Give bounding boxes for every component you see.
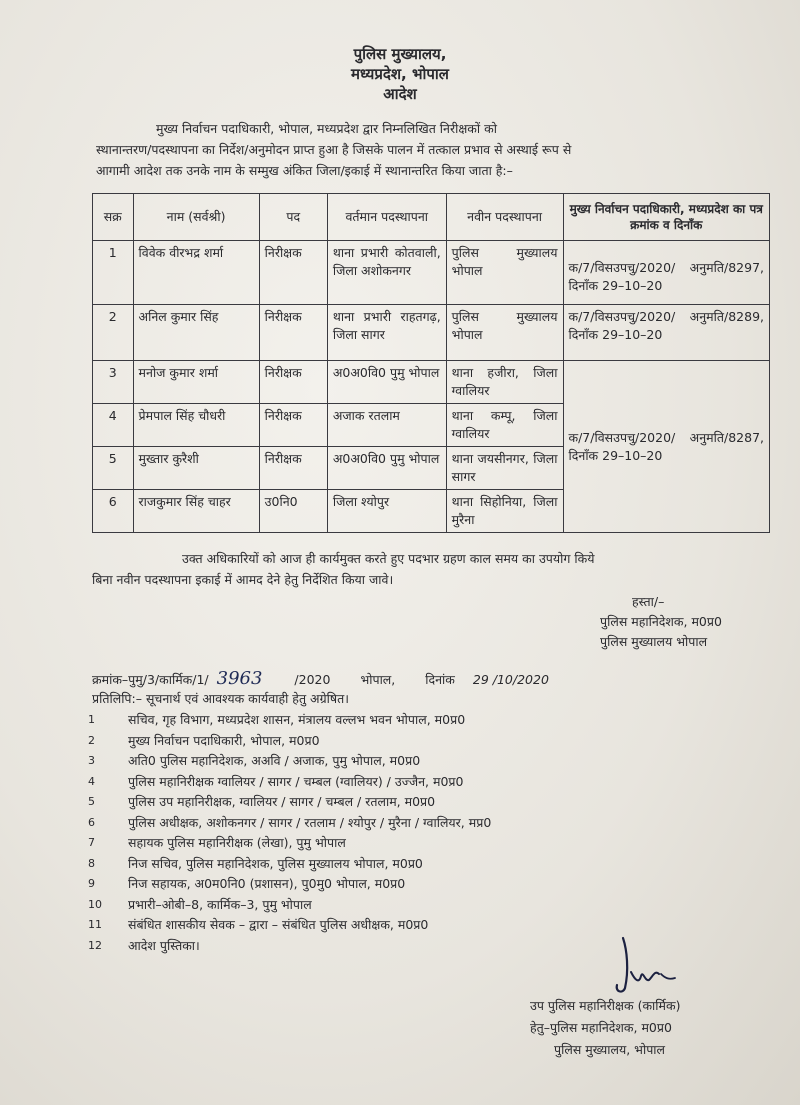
- closing-paragraph: [92, 548, 770, 590]
- cc-item-number: 5: [88, 795, 95, 808]
- signature1-line-2: पुलिस महानिदेशक, म0प्र0: [600, 614, 722, 629]
- cc-item-text: सचिव, गृह विभाग, मध्यप्रदेश शासन, मंत्रालय वल्लभ भवन भोपाल, म0प्र0: [128, 712, 466, 727]
- header-name: नाम (सर्वश्री): [133, 194, 259, 241]
- header-new-posting: नवीन पदस्थापना: [446, 194, 563, 241]
- cc-item-number: 1: [88, 713, 95, 726]
- cc-item-text: पुलिस उप महानिरीक्षक, ग्वालियर / सागर / चम्बल / रतलाम, म0प्र0: [128, 794, 436, 809]
- table-header-row: [93, 194, 770, 241]
- header-order-ref: मुख्य निर्वाचन पदाधिकारी, मध्यप्रदेश का पत्र क्रमांक व दिनाँक: [563, 194, 770, 241]
- list-item: [88, 731, 748, 752]
- header-line-2: मध्यप्रदेश, भोपाल: [351, 65, 449, 83]
- row-name: राजकुमार सिंह चाहर: [133, 490, 259, 533]
- row-post: उ0नि0: [259, 490, 327, 533]
- ref-date: 29 /10/2020: [472, 672, 549, 687]
- row-new: थाना कम्पू, जिला ग्वालियर: [446, 404, 563, 447]
- handwritten-signature: [605, 930, 695, 1000]
- row-sn: 4: [93, 404, 134, 447]
- cc-heading: प्रतिलिपि:– सूचनार्थ एवं आवश्यक कार्यवाही हेतु अग्रेषित।: [92, 691, 349, 706]
- table-row: [93, 305, 770, 361]
- row-new: पुलिस मुख्यालय भोपाल: [446, 241, 563, 305]
- cc-item-text: आदेश पुस्तिका।: [128, 937, 200, 953]
- row-sn: 1: [93, 241, 134, 305]
- header-title: आदेश: [383, 85, 417, 103]
- row-current: अजाक रतलाम: [327, 404, 446, 447]
- intro-line-2: स्थानान्तरण/पदस्थापना का निर्देश/अनुमोदन प्राप्त हुआ है जिसके पालन में तत्काल प्रभाव से अस्थाई रूप से: [96, 142, 572, 157]
- signature1-line-1: हस्ता/–: [632, 594, 665, 609]
- row-post: निरीक्षक: [259, 447, 327, 490]
- cc-item-number: 10: [88, 897, 102, 911]
- transfer-table: [92, 193, 770, 533]
- row-sn: 6: [93, 490, 134, 533]
- list-item: [88, 854, 748, 875]
- cc-item-text: प्रभारी–ओबी–8, कार्मिक–3, पुमु भोपाल: [128, 896, 312, 912]
- cc-item-number: 7: [88, 836, 95, 849]
- cc-item-text: पुलिस महानिरीक्षक ग्वालियर / सागर / चम्बल (ग्वालियर) / उज्जैन, म0प्र0: [128, 773, 464, 789]
- ref-date-label: दिनांक: [425, 672, 455, 687]
- cc-item-text: निज सचिव, पुलिस महानिदेशक, पुलिस मुख्यालय भोपाल, म0प्र0: [128, 855, 423, 871]
- row-sn: 2: [93, 305, 134, 361]
- cc-item-text: निज सहायक, अ0म0नि0 (प्रशासन), पु0मु0 भोपाल, म0प्र0: [128, 876, 406, 891]
- cc-item-text: सहायक पुलिस महानिरीक्षक (लेखा), पुमु भोपाल: [128, 835, 346, 850]
- signature2-line-3: पुलिस मुख्यालय, भोपाल: [554, 1042, 666, 1057]
- signature-block-dgp: [600, 592, 722, 652]
- row-current: अ0अ0वि0 पुमु भोपाल: [327, 447, 446, 490]
- row-new: थाना हजीरा, जिला ग्वालियर: [446, 361, 563, 404]
- list-item: [88, 710, 748, 731]
- header-post: पद: [259, 194, 327, 241]
- list-item: [88, 813, 748, 834]
- row-post: निरीक्षक: [259, 361, 327, 404]
- signature1-line-3: पुलिस मुख्यालय भोपाल: [600, 634, 708, 649]
- ref-year: /2020: [294, 672, 331, 687]
- closing-line-2: बिना नवीन पदस्थापना इकाई में आमद देने हेतु निर्देशित किया जावे।: [92, 572, 394, 587]
- cc-item-text: मुख्य निर्वाचन पदाधिकारी, भोपाल, म0प्र0: [128, 732, 320, 748]
- ref-handwritten-number: 3963: [216, 668, 263, 689]
- cc-item-text: अति0 पुलिस महानिदेशक, अअवि / अजाक, पुमु भोपाल, म0प्र0: [128, 753, 421, 768]
- list-item: [88, 874, 748, 895]
- cc-item-number: 4: [88, 774, 95, 788]
- row-current: अ0अ0वि0 पुमु भोपाल: [327, 361, 446, 404]
- list-item: [88, 772, 748, 793]
- intro-line-1: मुख्य निर्वाचन पदाधिकारी, भोपाल, मध्यप्रदेश द्वार निम्नलिखित निरीक्षकों को: [156, 121, 497, 136]
- reference-line: [92, 668, 772, 689]
- row-name: विवेक वीरभद्र शर्मा: [133, 241, 259, 305]
- list-item: [88, 895, 748, 916]
- closing-line-1: उक्त अधिकारियों को आज ही कार्यमुक्त करते हुए पदभार ग्रहण काल समय का उपयोग किये: [182, 551, 595, 566]
- row-new: थाना सिहोनिया, जिला मुरैना: [446, 490, 563, 533]
- cc-item-number: 2: [88, 733, 95, 747]
- cc-item-text: संबंधित शासकीय सेवक – द्वारा – संबंधित पुलिस अधीक्षक, म0प्र0: [128, 917, 429, 932]
- table-row: [93, 361, 770, 404]
- row-new: पुलिस मुख्यालय भोपाल: [446, 305, 563, 361]
- ref-prefix: क्रमांक–पुमु/3/कार्मिक/1/: [92, 672, 209, 687]
- table-row: [93, 241, 770, 305]
- row-new: थाना जयसीनगर, जिला सागर: [446, 447, 563, 490]
- cc-item-number: 12: [88, 938, 102, 952]
- signature2-line-2: हेतु–पुलिस महानिदेशक, म0प्र0: [530, 1020, 672, 1035]
- cc-list: [88, 710, 748, 956]
- row-current: जिला श्योपुर: [327, 490, 446, 533]
- list-item: [88, 751, 748, 772]
- list-item: [88, 833, 748, 854]
- row-post: निरीक्षक: [259, 305, 327, 361]
- signature2-line-1: उप पुलिस महानिरीक्षक (कार्मिक): [530, 998, 681, 1013]
- ref-place: भोपाल,: [360, 672, 396, 687]
- row-name: प्रेमपाल सिंह चौधरी: [133, 404, 259, 447]
- row-order: क/7/विसउपचु/2020/ अनुमति/8297, दिनाँक 29–10–20: [563, 241, 770, 305]
- cc-item-number: 11: [88, 918, 102, 931]
- row-current: थाना प्रभारी कोतवाली, जिला अशोकनगर: [327, 241, 446, 305]
- cc-item-number: 3: [88, 754, 95, 767]
- list-item: [88, 792, 748, 813]
- row-sn: 5: [93, 447, 134, 490]
- row-name: मनोज कुमार शर्मा: [133, 361, 259, 404]
- signature-block-dig: [530, 995, 680, 1061]
- header-line-1: पुलिस मुख्यालय,: [353, 45, 447, 63]
- cc-item-number: 6: [88, 815, 95, 829]
- row-order-merged: क/7/विसउपचु/2020/ अनुमति/8287, दिनाँक 29–10–20: [563, 361, 770, 533]
- cc-item-text: पुलिस अधीक्षक, अशोकनगर / सागर / रतलाम / श्योपुर / मुरैना / ग्वालियर, मप्र0: [128, 814, 492, 830]
- row-order: क/7/विसउपचु/2020/ अनुमति/8289, दिनाँक 29–10–20: [563, 305, 770, 361]
- header-current-posting: वर्तमान पदस्थापना: [327, 194, 446, 241]
- row-current: थाना प्रभारी राहतगढ़, जिला सागर: [327, 305, 446, 361]
- row-post: निरीक्षक: [259, 241, 327, 305]
- cc-item-number: 9: [88, 877, 95, 890]
- row-sn: 3: [93, 361, 134, 404]
- row-post: निरीक्षक: [259, 404, 327, 447]
- header-sn: सक्र: [93, 194, 134, 241]
- row-name: मुख्तार कुरैशी: [133, 447, 259, 490]
- intro-paragraph: [96, 118, 766, 181]
- cc-item-number: 8: [88, 856, 95, 870]
- row-name: अनिल कुमार सिंह: [133, 305, 259, 361]
- intro-line-3: आगामी आदेश तक उनके नाम के सम्मुख अंकित जिला/इकाई में स्थानान्तरित किया जाता है:–: [96, 163, 513, 178]
